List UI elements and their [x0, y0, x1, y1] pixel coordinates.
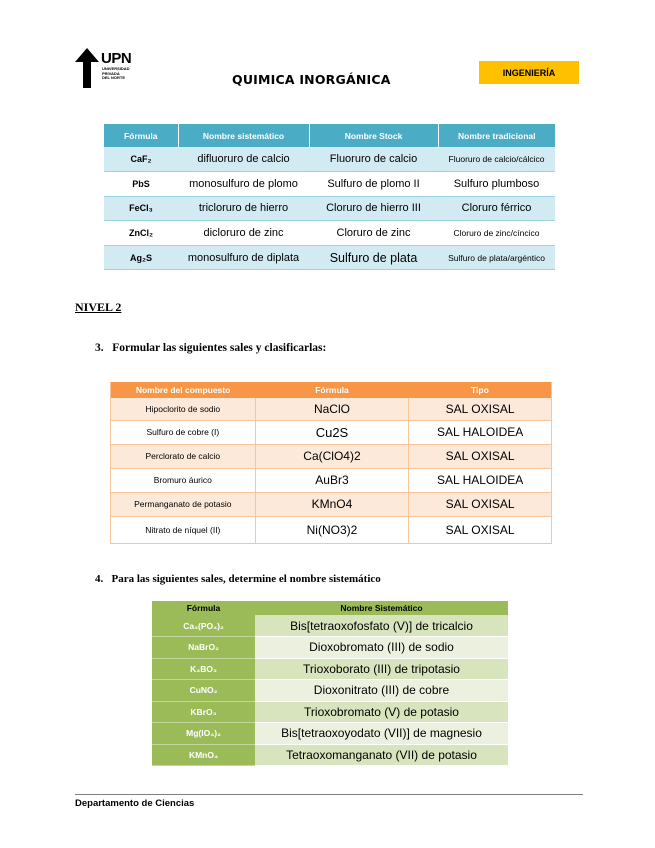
table-row: ZnCl₂ dicloruro de zinc Cloruro de zinc Cloruro de zinc/cíncico	[104, 221, 555, 246]
table-row: Sulfuro de cobre (I) Cu2S SAL HALOIDEA	[111, 420, 552, 444]
table-row: Ag₂S monosulfuro de diplata Sulfuro de plata Sulfuro de plata/argéntico	[104, 245, 555, 270]
column-header: Tipo	[409, 382, 552, 398]
systematic-names-table	[152, 601, 508, 766]
table-row: Mg(IO₄)₂ Bis[tetraoxoyodato (VII)] de magnesio	[152, 723, 508, 745]
table-row: Hipoclorito de sodio NaClO SAL OXISAL	[111, 398, 552, 420]
salts-classification-table	[110, 382, 552, 544]
nomenclature-table	[104, 124, 555, 270]
table-row: Nitrato de níquel (II) Ni(NO3)2 SAL OXISAL	[111, 516, 552, 543]
column-header: Nombre tradicional	[438, 124, 555, 147]
column-header: Fórmula	[255, 382, 409, 398]
ingenieria-badge: INGENIERÍA	[479, 61, 579, 84]
table-row: Ca₃(PO₄)₂ Bis[tetraoxofosfato (V)] de tricalcio	[152, 615, 508, 637]
table-row: K₃BO₃ Trioxoborato (III) de tripotasio	[152, 658, 508, 680]
footer-text: Departamento de Ciencias	[75, 798, 195, 809]
upn-arrow-icon	[75, 48, 99, 88]
column-header: Nombre sistemático	[178, 124, 309, 147]
table-row: PbS monosulfuro de plomo Sulfuro de plomo II Sulfuro plumboso	[104, 172, 555, 197]
column-header: Fórmula	[104, 124, 178, 147]
table-row: NaBrO₂ Dioxobromato (III) de sodio	[152, 637, 508, 659]
column-header: Nombre Sistemático	[255, 601, 508, 615]
table-row: CuNO₂ Dioxonitrato (III) de cobre	[152, 680, 508, 702]
column-header: Nombre Stock	[309, 124, 438, 147]
table-row: KBrO₃ Trioxobromato (V) de potasio	[152, 701, 508, 723]
footer-divider	[75, 794, 583, 795]
table-row: FeCl₃ tricloruro de hierro Cloruro de hierro III Cloruro férrico	[104, 196, 555, 221]
question-3: 3. Formular las siguientes sales y clasificarlas:	[95, 342, 327, 354]
table-row: CaF₂ difluoruro de calcio Fluoruro de calcio Fluoruro de calcio/cálcico	[104, 147, 555, 172]
table-row: Bromuro áurico AuBr3 SAL HALOIDEA	[111, 468, 552, 492]
column-header: Fórmula	[152, 601, 255, 615]
question-4: 4. Para las siguientes sales, determine el nombre sistemático	[95, 573, 381, 585]
column-header: Nombre del compuesto	[111, 382, 256, 398]
table-row: Perclorato de calcio Ca(ClO4)2 SAL OXISAL	[111, 444, 552, 468]
upn-logo	[75, 48, 145, 90]
section-heading: NIVEL 2	[75, 300, 122, 314]
document-title: QUIMICA INORGÁNICA	[232, 72, 391, 87]
logo-text: UPN	[101, 50, 132, 67]
table-row: Permanganato de potasio KMnO4 SAL OXISAL	[111, 492, 552, 516]
table-row: KMnO₄ Tetraoxomanganato (VII) de potasio	[152, 744, 508, 766]
logo-subtitle: UNIVERSIDAD PRIVADA DEL NORTE	[102, 66, 130, 80]
